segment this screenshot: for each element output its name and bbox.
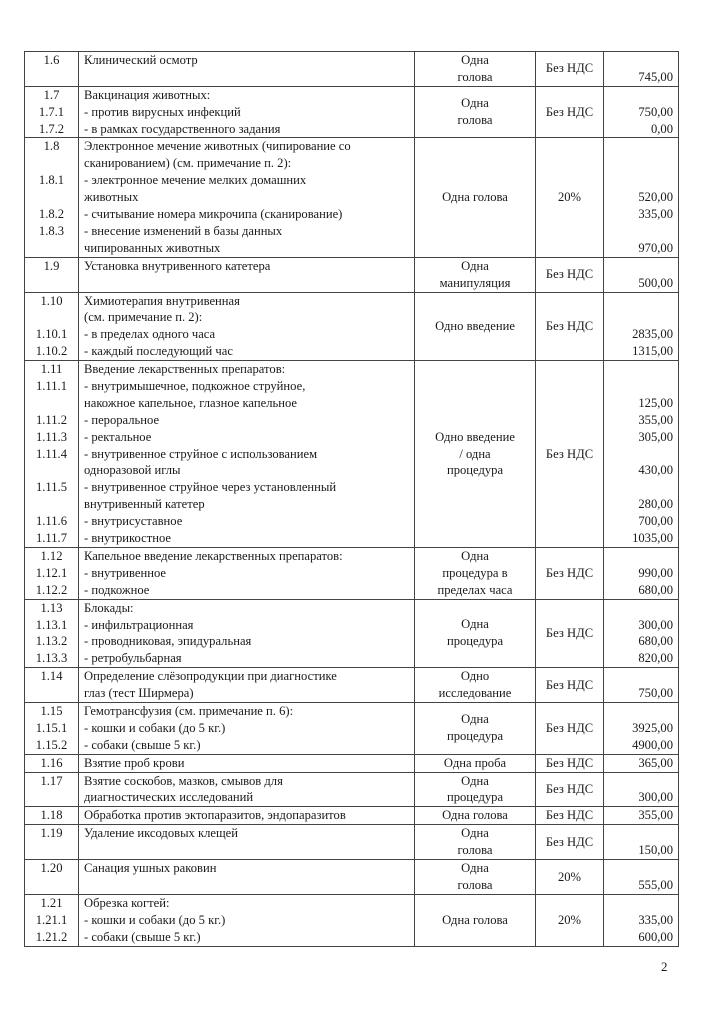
vat-text: Без НДС [545,755,594,770]
item-number: 1.13.2 [35,634,68,649]
service-description-line: Определение слёзопродукции при диагностике [84,669,337,684]
vat-cell [536,361,604,548]
vat-text: Без НДС [545,677,594,692]
service-description-cell [79,547,415,599]
table-row [25,825,679,860]
service-description-line: Удаление иксодовых клещей [84,826,238,841]
service-description-cell [79,86,415,138]
item-number-cell [25,825,79,860]
page-number: 2 [661,959,668,974]
price-cell [604,754,679,772]
price-cell [604,292,679,361]
service-description-line: - кошки и собаки (до 5 кг.) [84,912,226,927]
price-value: 300,00 [638,790,673,805]
unit-text: Одна [461,548,489,563]
service-description-line: - внутривенное [84,565,167,580]
vat-cell [536,702,604,754]
item-number-cell [25,772,79,807]
service-description-cell [79,860,415,895]
price-value: 600,00 [638,929,673,944]
table-row [25,257,679,292]
service-description-line: - каждый последующий час [84,344,233,359]
vat-text: 20% [557,869,582,884]
service-description-line: - электронное мечение мелких домашних [84,173,307,188]
unit-text: Одно введение [435,429,515,444]
vat-text: Без НДС [545,565,594,580]
service-description-line: глаз (тест Ширмера) [84,686,194,701]
item-number: 1.11.7 [35,531,68,545]
vat-text: Без НДС [545,808,594,823]
price-value: 280,00 [638,497,673,512]
unit-cell [415,894,536,946]
item-number: 1.13 [40,600,63,615]
unit-cell [415,547,536,599]
price-cell [604,894,679,946]
service-description-line: диагностических исследований [84,790,254,805]
service-description-cell [79,257,415,292]
service-description-line: сканированием) (см. примечание п. 2): [84,156,292,171]
unit-text: голова [457,843,493,858]
price-value [606,223,673,240]
service-description-line: - пероральное [84,412,160,427]
service-description-line: одноразовой иглы [84,463,181,478]
price-value: 1315,00 [632,344,673,359]
unit-cell [415,668,536,703]
unit-text: процедура [446,729,504,744]
price-cell [604,860,679,895]
item-number: 1.11.2 [35,412,68,427]
item-number [27,462,76,479]
service-description-cell [79,754,415,772]
unit-text: процедура [446,790,504,805]
item-number-cell [25,361,79,548]
item-number: 1.7 [43,87,60,102]
item-number: 1.10.1 [35,327,68,342]
item-number: 1.8.3 [38,223,65,238]
item-number: 1.8.2 [38,207,65,222]
unit-cell [415,599,536,668]
unit-cell [415,52,536,87]
item-number: 1.11.6 [35,514,68,529]
item-number: 1.6 [43,53,60,67]
unit-cell [415,257,536,292]
price-cell [604,807,679,825]
service-description-cell [79,807,415,825]
service-description-cell [79,52,415,87]
service-description-line: - собаки (свыше 5 кг.) [84,929,201,944]
item-number: 1.7.1 [38,104,65,119]
item-number: 1.13.1 [35,617,68,632]
vat-cell [536,668,604,703]
unit-text: Одна [461,617,489,632]
vat-cell [536,807,604,825]
service-description-line: - собаки (свыше 5 кг.) [84,737,201,752]
unit-cell [415,86,536,138]
price-value: 750,00 [638,104,673,119]
item-number-cell [25,702,79,754]
unit-cell [415,754,536,772]
price-cell [604,547,679,599]
item-number-cell [25,257,79,292]
service-description-line: Химиотерапия внутривенная [84,293,240,308]
service-description-cell [79,825,415,860]
price-value: 990,00 [638,565,673,580]
item-number: 1.12 [40,548,63,563]
price-value: 555,00 [638,878,673,893]
service-description-line: - внутримышечное, подкожное струйное, [84,378,306,393]
service-description-line: - подкожное [84,582,150,597]
table-row [25,138,679,257]
service-description-line: - проводниковая, эпидуральная [84,634,252,649]
price-cell [604,257,679,292]
item-number: 1.15.2 [35,737,68,752]
service-description-cell [79,599,415,668]
item-number: 1.15.1 [35,720,68,735]
unit-cell [415,292,536,361]
table-row [25,702,679,754]
unit-text: Одна [461,861,489,876]
vat-cell [536,894,604,946]
service-description-line: чипированных животных [84,240,221,255]
unit-text: Одна голова [442,190,508,205]
service-description-cell [79,772,415,807]
price-value: 300,00 [638,617,673,632]
service-description-line: Капельное введение лекарственных препаратов: [84,548,343,563]
item-number: 1.11 [40,362,63,377]
item-number [27,189,76,206]
price-cell [604,702,679,754]
item-number: 1.16 [40,755,63,770]
service-description-line: внутривенный катетер [84,497,205,512]
service-description-line: Санация ушных раковин [84,861,217,876]
item-number-cell [25,599,79,668]
vat-cell [536,86,604,138]
service-description-line: - внутрикостное [84,531,171,545]
service-description-cell [79,894,415,946]
unit-text: Одна голова [442,912,508,927]
vat-cell [536,754,604,772]
item-number-cell [25,860,79,895]
service-description-line: Гемотрансфузия (см. примечание п. 6): [84,703,294,718]
unit-text: Одна [461,53,489,67]
item-number: 1.11.4 [35,446,68,461]
item-number: 1.21.2 [35,929,68,944]
service-description-cell [79,361,415,548]
item-number [27,240,76,257]
item-number-cell [25,807,79,825]
price-cell [604,52,679,87]
price-value: 2835,00 [632,327,673,342]
vat-cell [536,547,604,599]
price-value: 365,00 [638,755,673,770]
item-number: 1.8 [43,139,60,154]
vat-text: 20% [557,190,582,205]
price-value: 150,00 [638,843,673,858]
item-number [27,155,76,172]
vat-cell [536,860,604,895]
price-cell [604,138,679,257]
service-description-line: - внесение изменений в базы данных [84,223,283,238]
unit-text: Одна проба [443,755,507,770]
price-value: 125,00 [638,395,673,410]
unit-text: Одна [461,712,489,727]
item-number: 1.8.1 [38,173,65,188]
item-number: 1.12.2 [35,582,68,597]
vat-text: Без НДС [545,318,594,333]
service-description-line: Блокады: [84,600,134,615]
price-value: 430,00 [638,463,673,478]
item-number: 1.7.2 [38,121,65,136]
unit-text: процедура в [442,565,508,580]
price-value: 335,00 [638,912,673,927]
table-row [25,52,679,87]
service-description-cell [79,292,415,361]
unit-cell [415,860,536,895]
service-description-line: (см. примечание п. 2): [84,310,203,325]
service-description-line: накожное капельное, глазное капельное [84,395,297,410]
service-description-line: - внутривенное струйное через установленный [84,480,337,495]
table-row [25,361,679,548]
vat-text: Без НДС [545,782,594,797]
item-number: 1.21 [40,895,63,910]
vat-cell [536,599,604,668]
item-number: 1.11.5 [35,480,68,495]
unit-text: голова [457,69,493,84]
service-description-line: - в пределах одного часа [84,327,216,342]
unit-cell [415,702,536,754]
service-description-line: Взятие проб крови [84,755,185,770]
table-row [25,292,679,361]
price-value: 0,00 [650,121,673,136]
service-description-line: Обрезка когтей: [84,895,170,910]
item-number: 1.19 [40,826,63,841]
service-description-cell [79,702,415,754]
item-number: 1.10 [40,293,63,308]
service-description-line: - внутрисуставное [84,514,183,529]
table-row [25,754,679,772]
table-row [25,547,679,599]
item-number-cell [25,894,79,946]
unit-text: процедура [446,634,504,649]
item-number: 1.11.1 [35,378,68,393]
price-value: 305,00 [638,429,673,444]
unit-text: голова [457,113,493,128]
vat-cell [536,825,604,860]
vat-text: Без НДС [545,834,594,849]
item-number-cell [25,52,79,87]
service-description-line: - в рамках государственного задания [84,121,281,136]
unit-text: Одна [461,258,489,273]
service-description-line: Вакцинация животных: [84,87,211,102]
service-description-line: - ректальное [84,429,152,444]
price-value: 820,00 [638,651,673,666]
price-cell [604,86,679,138]
item-number: 1.10.2 [35,344,68,359]
service-description-cell [79,138,415,257]
item-number [27,395,76,412]
vat-text: Без НДС [545,720,594,735]
item-number-cell [25,138,79,257]
vat-text: Без НДС [545,61,594,76]
unit-text: Одна [461,826,489,841]
item-number: 1.18 [40,808,63,823]
item-number: 1.11.3 [35,429,68,444]
unit-text: пределах часа [437,582,513,597]
unit-cell [415,807,536,825]
service-description-line: Клинический осмотр [84,53,198,67]
price-value: 500,00 [638,275,673,290]
unit-text: Одна голова [442,808,508,823]
price-value: 4900,00 [632,737,673,752]
item-number-cell [25,292,79,361]
table-row [25,772,679,807]
price-value: 680,00 [638,634,673,649]
item-number: 1.17 [40,773,63,788]
service-description-line: - инфильтрационная [84,617,194,632]
item-number-cell [25,547,79,599]
item-number: 1.12.1 [35,565,68,580]
price-cell [604,361,679,548]
table-row [25,668,679,703]
item-number-cell [25,754,79,772]
item-number-cell [25,668,79,703]
price-cell [604,772,679,807]
price-list-table [24,51,679,947]
vat-cell [536,257,604,292]
price-cell [604,825,679,860]
service-description-line: животных [84,190,139,205]
unit-cell [415,361,536,548]
vat-text: 20% [557,912,582,927]
item-number: 1.14 [40,669,63,684]
price-value: 335,00 [638,207,673,222]
vat-cell [536,772,604,807]
unit-cell [415,772,536,807]
unit-text: / одна [459,446,491,461]
price-value: 355,00 [638,412,673,427]
price-value: 745,00 [638,69,673,84]
unit-text: манипуляция [439,275,511,290]
item-number: 1.13.3 [35,651,68,666]
item-number [27,309,76,326]
price-value: 700,00 [638,514,673,529]
service-description-cell [79,668,415,703]
price-value: 970,00 [638,240,673,255]
service-description-line: - кошки и собаки (до 5 кг.) [84,720,226,735]
item-number: 1.20 [40,861,63,876]
service-description-line: - считывание номера микрочипа (сканирование) [84,207,343,222]
vat-text: Без НДС [545,267,594,282]
price-value: 520,00 [638,190,673,205]
vat-text: Без НДС [545,446,594,461]
price-value: 1035,00 [632,531,673,545]
table-row [25,894,679,946]
table-row [25,599,679,668]
service-description-line: Установка внутривенного катетера [84,258,271,273]
service-description-line: Введение лекарственных препаратов: [84,362,286,377]
service-description-line: Обработка против эктопаразитов, эндопаразитов [84,808,346,823]
table-row [25,860,679,895]
price-value: 355,00 [638,808,673,823]
service-description-line: - внутривенное струйное с использованием [84,446,318,461]
table-body [25,52,679,947]
table-row [25,86,679,138]
unit-text: Одно введение [435,318,515,333]
vat-cell [536,138,604,257]
item-number-cell [25,86,79,138]
unit-text: Одна [461,773,489,788]
unit-text: голова [457,878,493,892]
unit-text: процедура [446,463,504,478]
item-number: 1.15 [40,703,63,718]
unit-text: Одно [460,669,490,684]
table-row [25,807,679,825]
service-description-line: - против вирусных инфекций [84,104,241,119]
unit-cell [415,825,536,860]
price-value: 680,00 [638,582,673,597]
vat-text: Без НДС [545,625,594,640]
unit-cell [415,138,536,257]
unit-text: Одна [461,96,489,111]
unit-text: исследование [438,686,512,701]
price-value: 3925,00 [632,720,673,735]
service-description-line: - ретробульбарная [84,651,182,666]
item-number [27,496,76,513]
service-description-line: Электронное мечение животных (чипирование со [84,139,351,154]
vat-cell [536,292,604,361]
item-number: 1.21.1 [35,912,68,927]
price-value [606,446,673,463]
price-value: 750,00 [638,686,673,701]
price-cell [604,599,679,668]
vat-text: Без НДС [545,104,594,119]
item-number: 1.9 [43,258,60,273]
price-value [606,479,673,496]
service-description-line: Взятие соскобов, мазков, смывов для [84,773,283,788]
price-cell [604,668,679,703]
vat-cell [536,52,604,87]
